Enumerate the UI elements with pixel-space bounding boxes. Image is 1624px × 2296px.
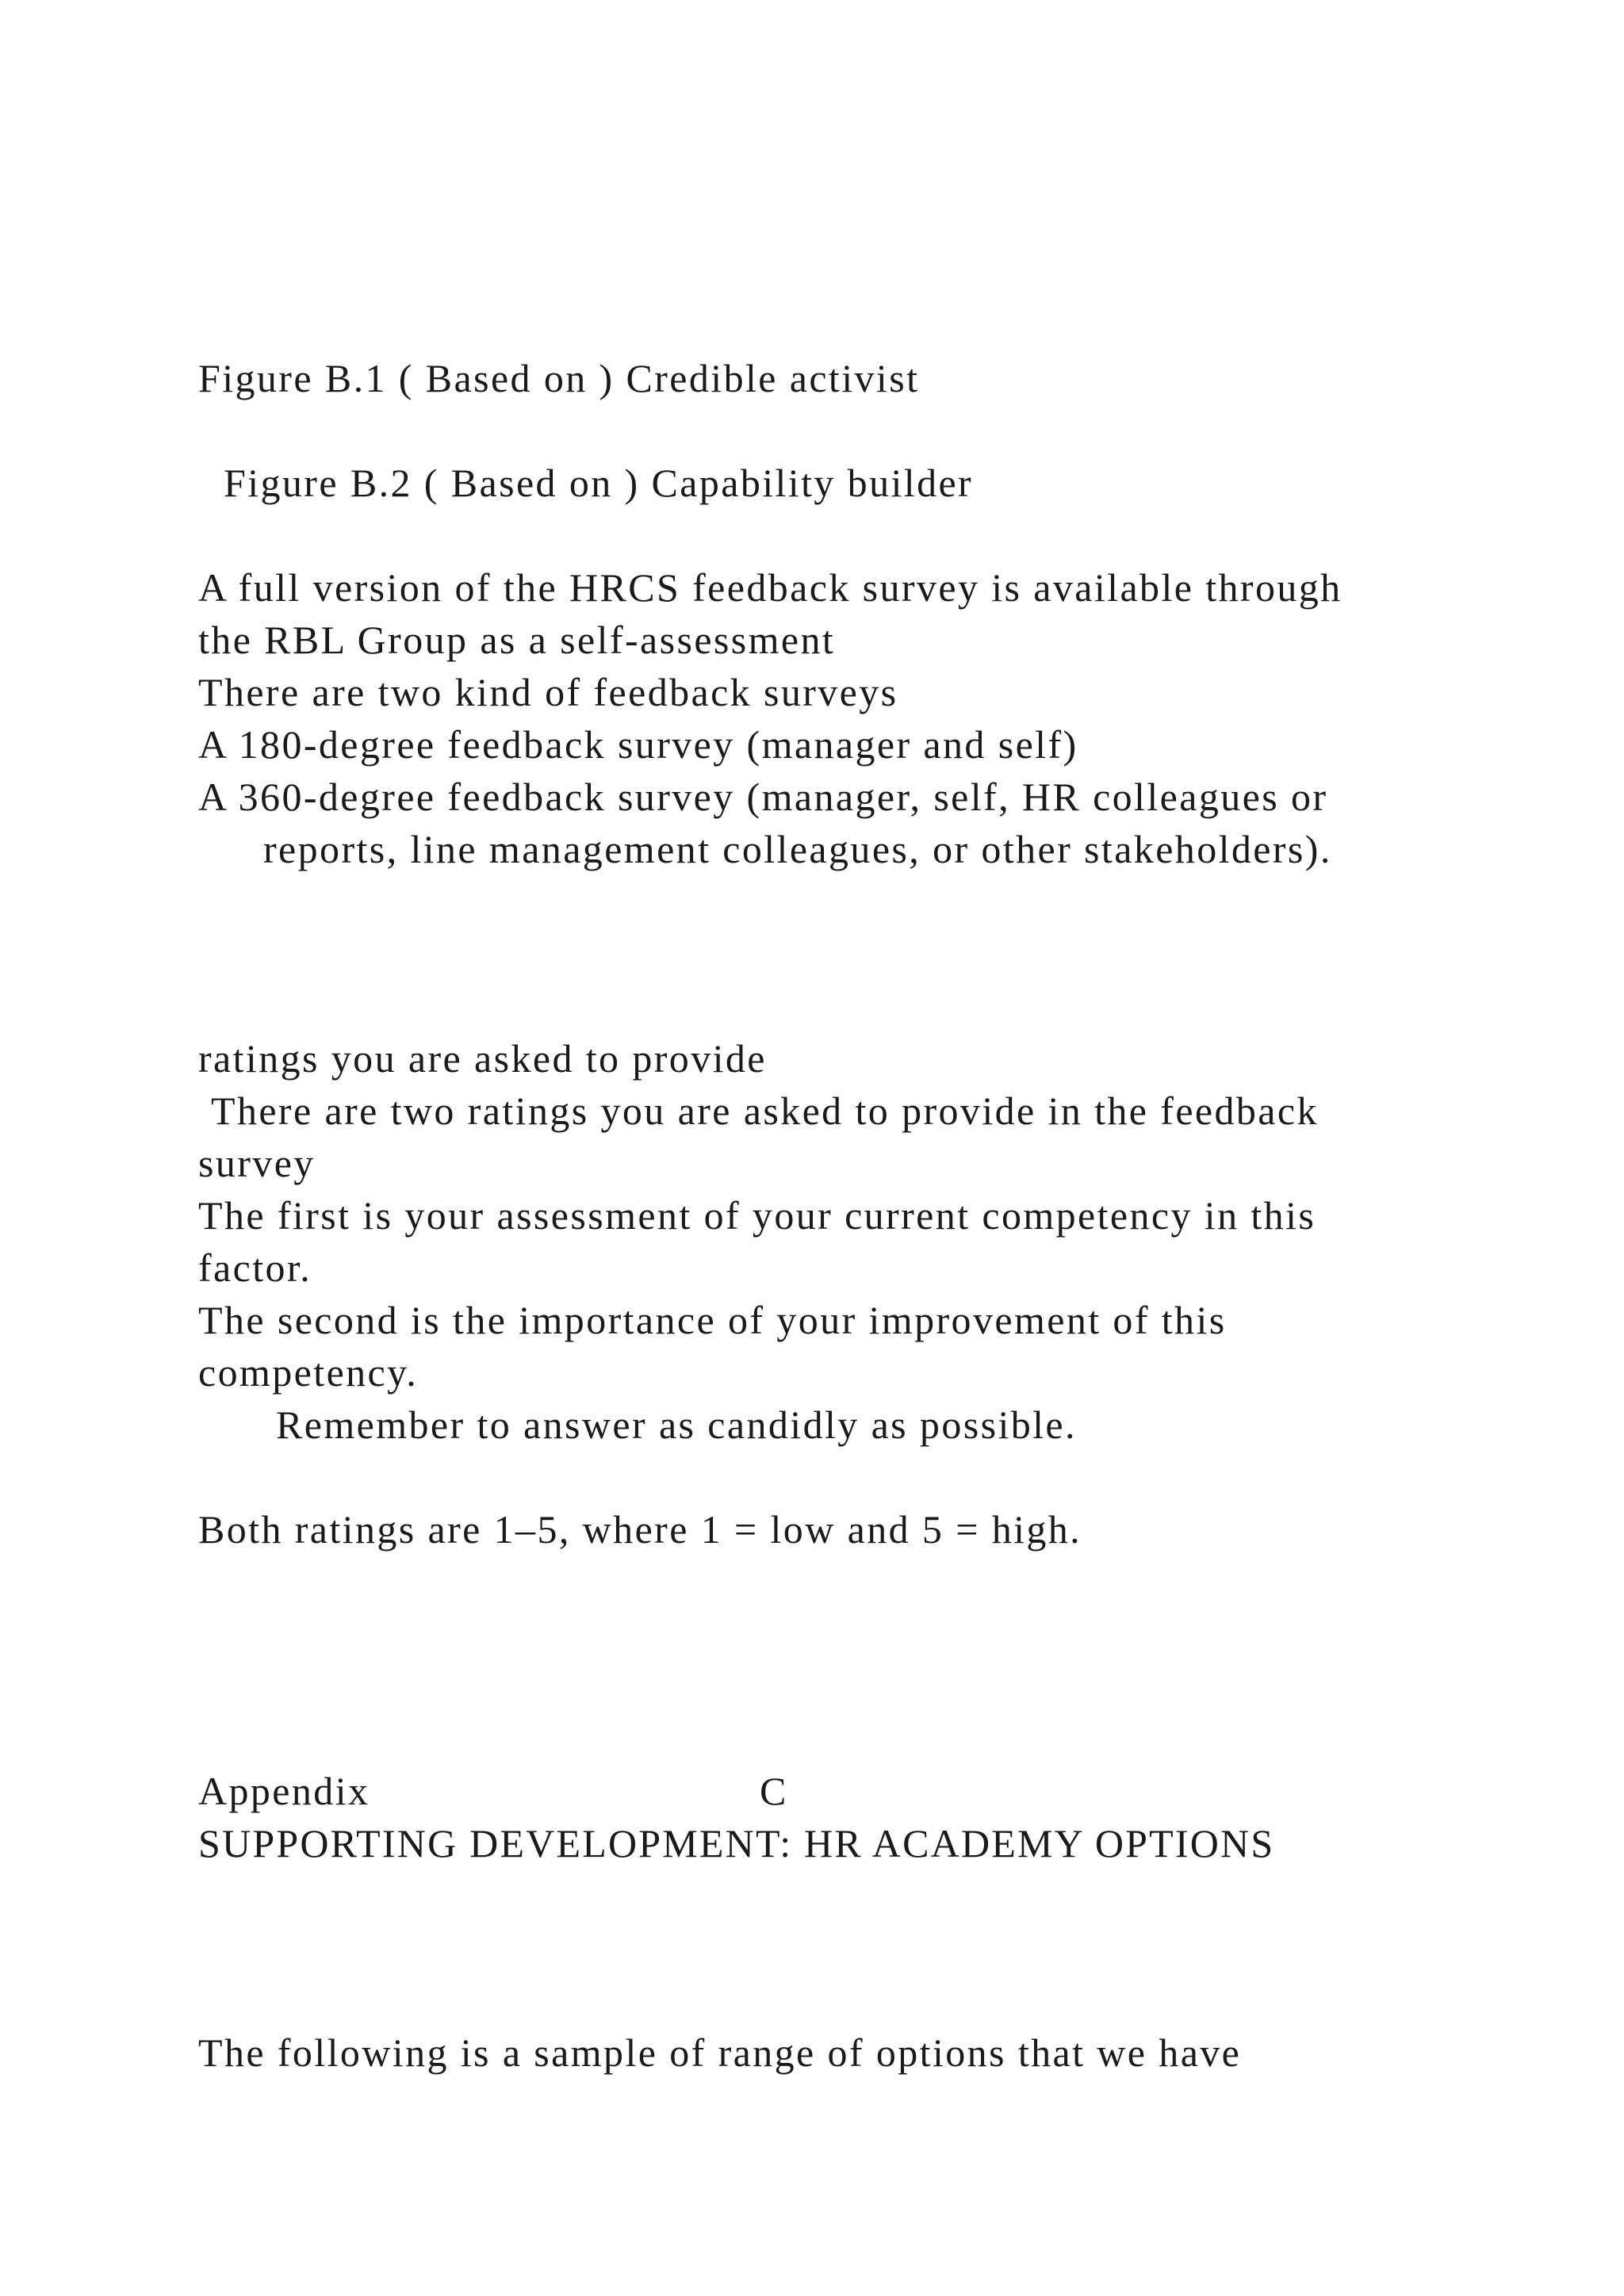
- appendix-title: SUPPORTING DEVELOPMENT: HR ACADEMY OPTIONS: [198, 1821, 1275, 1866]
- ratings-line-6: The second is the importance of your improvement of this: [198, 1298, 1227, 1342]
- ratings-line-8: Remember to answer as candidly as possible.: [276, 1402, 1077, 1447]
- survey-intro-line-6: reports, line management colleagues, or other stakeholders).: [263, 827, 1332, 871]
- ratings-heading: ratings you are asked to provide: [198, 1036, 767, 1081]
- figure-b2-caption: Figure B.2 ( Based on ) Capability builder: [224, 461, 974, 505]
- survey-intro-line-2: the RBL Group as a self-assessment: [198, 618, 836, 662]
- survey-intro-line-4: A 180-degree feedback survey (manager and self): [198, 722, 1078, 767]
- ratings-line-3: survey: [198, 1141, 316, 1185]
- survey-intro-line-3: There are two kind of feedback surveys: [198, 670, 898, 714]
- ratings-scale-note: Both ratings are 1–5, where 1 = low and 5 = high.: [198, 1507, 1082, 1552]
- ratings-line-4: The first is your assessment of your current competency in this: [198, 1193, 1316, 1238]
- appendix-letter: C: [760, 1769, 788, 1813]
- ratings-line-5: factor.: [198, 1246, 312, 1290]
- ratings-line-7: competency.: [198, 1350, 419, 1395]
- survey-intro-line-5: A 360-degree feedback survey (manager, self, HR colleagues or: [198, 775, 1328, 819]
- appendix-label: Appendix: [198, 1769, 370, 1813]
- survey-intro-line-1: A full version of the HRCS feedback survey is available through: [198, 565, 1342, 610]
- ratings-line-2: There are two ratings you are asked to provide in the feedback: [211, 1089, 1319, 1133]
- closing-line-1: The following is a sample of range of options that we have: [198, 2030, 1242, 2075]
- figure-b1-caption: Figure B.1 ( Based on ) Credible activist: [198, 356, 920, 400]
